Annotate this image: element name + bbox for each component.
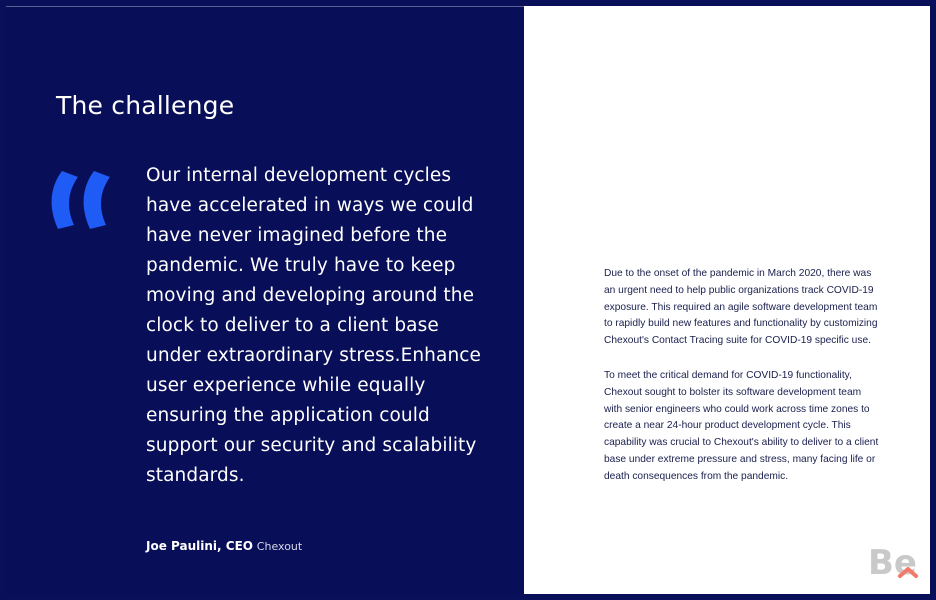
description-paragraph-2: To meet the critical demand for COVID-19 functionality, Chexout sought to bolster its software development team with senior engineers who could work across time zones to create a near 24-hour product development cycle. This capability was crucial to Chexout's ability to deliver to a client base under extreme pressure and stress, many facing life or death consequences from the pandemic. (604, 369, 879, 482)
challenge-panel (6, 6, 524, 594)
behance-logo-text: Be (868, 543, 917, 582)
quote-attribution (146, 539, 302, 553)
quote-text: Our internal development cycles have accelerated in ways we could have never imagined before the pandemic. We truly have to keep moving and developing around the clock to deliver to a client base under extraordinary stress.Enhance user experience while equally ensuring the application could support our security and scalability standards. (146, 165, 482, 486)
quote-company: Chexout (256, 540, 303, 553)
description-paragraph-1: Due to the onset of the pandemic in March 2020, there was an urgent need to help public organizations track COVID-19 exposure. This required an agile software development team to rapidly build new features and functionality by customizing Chexout's Contact Tracing suite for COVID-19 specific use. (604, 268, 878, 347)
description-panel (524, 6, 930, 594)
quote-author: Joe Paulini, CEO (146, 539, 253, 553)
challenge-title: The challenge (56, 91, 235, 120)
behance-logo-icon (866, 538, 926, 582)
description-text (604, 266, 880, 504)
quotation-mark-icon (42, 149, 122, 239)
